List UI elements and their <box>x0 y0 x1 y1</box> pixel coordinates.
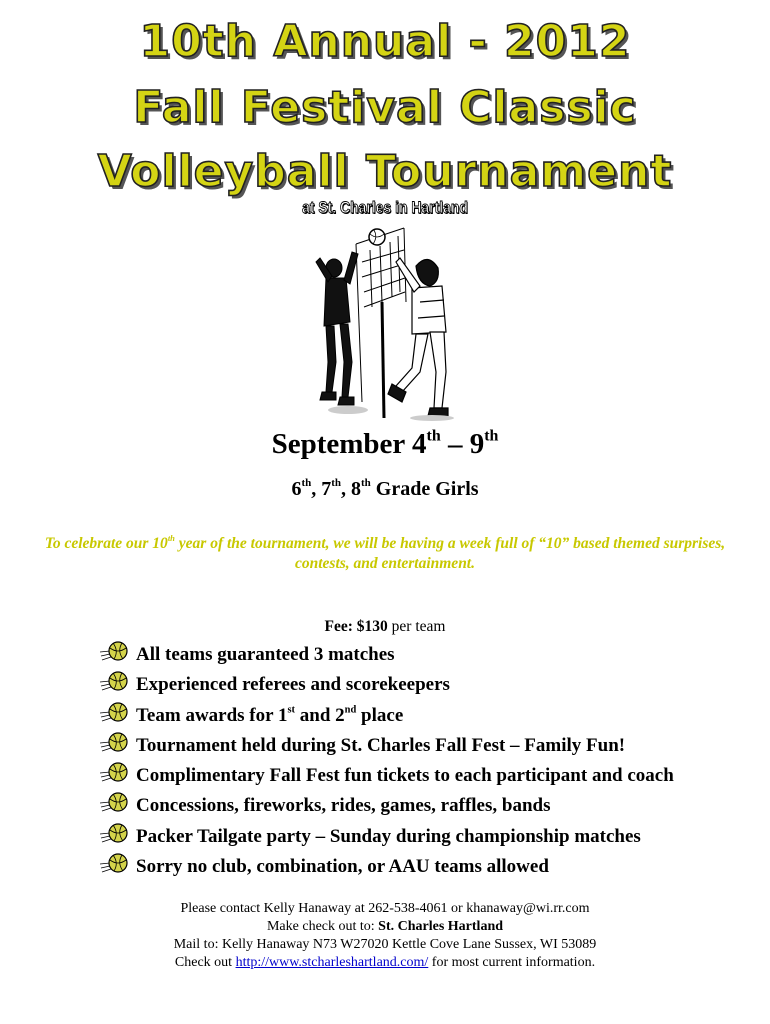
list-item <box>100 733 760 763</box>
list-item <box>100 793 760 823</box>
website-link[interactable]: http://www.stcharleshartland.com/ <box>235 955 429 970</box>
grade-levels: 6th, 7th, 8th Grade Girls <box>291 477 479 500</box>
mail-line: Mail to: Kelly Hanaway N73 W27020 Kettle Cove Lane Sussex, WI 53089 <box>173 937 597 952</box>
feature-text: Sorry no club, combination, or AAU teams allowed <box>136 856 549 878</box>
fee-line <box>0 618 770 636</box>
website-pre: Check out <box>174 955 236 970</box>
awards-sup-2: nd <box>344 704 357 716</box>
check-payee: St. Charles Hartland <box>378 919 504 934</box>
volleyball-bullet-icon <box>100 700 128 726</box>
volleyball-bullet-icon <box>100 730 128 756</box>
website-post: for most current information. <box>428 955 596 970</box>
feature-list <box>100 642 760 884</box>
dates-month: September <box>271 428 405 460</box>
volleyball-bullet-icon <box>100 760 128 786</box>
title-line-3: Volleyball Tournament <box>97 146 673 197</box>
list-item <box>100 824 760 854</box>
website-line <box>0 954 770 972</box>
fee-suffix: per team <box>387 618 446 635</box>
list-item <box>100 854 760 884</box>
volleyball-bullet-icon <box>100 790 128 816</box>
volleyball-bullet-icon <box>100 851 128 877</box>
list-item <box>100 763 760 793</box>
celebration-note <box>40 534 730 574</box>
feature-text: Packer Tailgate party – Sunday during championship matches <box>136 825 641 847</box>
dates-end-day: 9 <box>469 428 485 460</box>
awards-sup-1: st <box>287 704 296 716</box>
feature-text <box>136 705 403 727</box>
check-line <box>0 918 770 936</box>
volleyball-players-illustration <box>312 222 468 422</box>
contact-footer <box>0 900 770 972</box>
title-line-1: 10th Annual - 2012 <box>139 16 631 67</box>
feature-text: Tournament held during St. Charles Fall Fest – Family Fun! <box>136 734 626 756</box>
dates-start-sup: th <box>426 427 441 445</box>
list-item <box>100 703 760 733</box>
celebration-part1: To celebrate our 10 <box>44 535 168 552</box>
check-label: Make check out to: <box>266 919 379 934</box>
feature-text: Concessions, fireworks, rides, games, raffles, bands <box>136 795 551 817</box>
list-item <box>100 642 760 672</box>
awards-mid: and 2 <box>295 704 345 726</box>
volleyball-bullet-icon <box>100 669 128 695</box>
dates-start-day: 4 <box>412 428 427 460</box>
event-dates <box>0 428 770 461</box>
subtitle: at St. Charles in Hartland <box>302 198 468 217</box>
title-line-2: Fall Festival Classic <box>133 82 637 133</box>
celebration-part2: year of the tournament, we will be having a week full of “10” based themed surprises, contests, and entertainment. <box>174 535 726 572</box>
volleyball-bullet-icon <box>100 639 128 665</box>
grade-7: 7 <box>321 478 332 500</box>
feature-text: Complimentary Fall Fest fun tickets to each participant and coach <box>136 765 674 787</box>
dates-dash: – <box>440 428 470 460</box>
grade-6-sup: th <box>301 477 312 490</box>
grade-7-sup: th <box>331 477 341 490</box>
grade-6: 6 <box>291 478 302 500</box>
awards-post: place <box>356 704 404 726</box>
list-item <box>100 672 760 702</box>
feature-text: All teams guaranteed 3 matches <box>136 644 395 665</box>
awards-pre: Team awards for 1 <box>136 704 288 726</box>
grade-8-sup: th <box>361 477 371 490</box>
grade-8: 8 <box>351 478 361 500</box>
celebration-sup: th <box>167 533 175 544</box>
dates-end-sup: th <box>484 427 499 445</box>
feature-text: Experienced referees and scorekeepers <box>136 674 450 696</box>
grade-suffix: Grade Girls <box>370 478 479 500</box>
contact-line: Please contact Kelly Hanaway at 262-538-4061 or khanaway@wi.rr.com <box>180 901 590 916</box>
volleyball-bullet-icon <box>100 821 128 847</box>
fee-label: Fee: $130 <box>324 618 388 635</box>
